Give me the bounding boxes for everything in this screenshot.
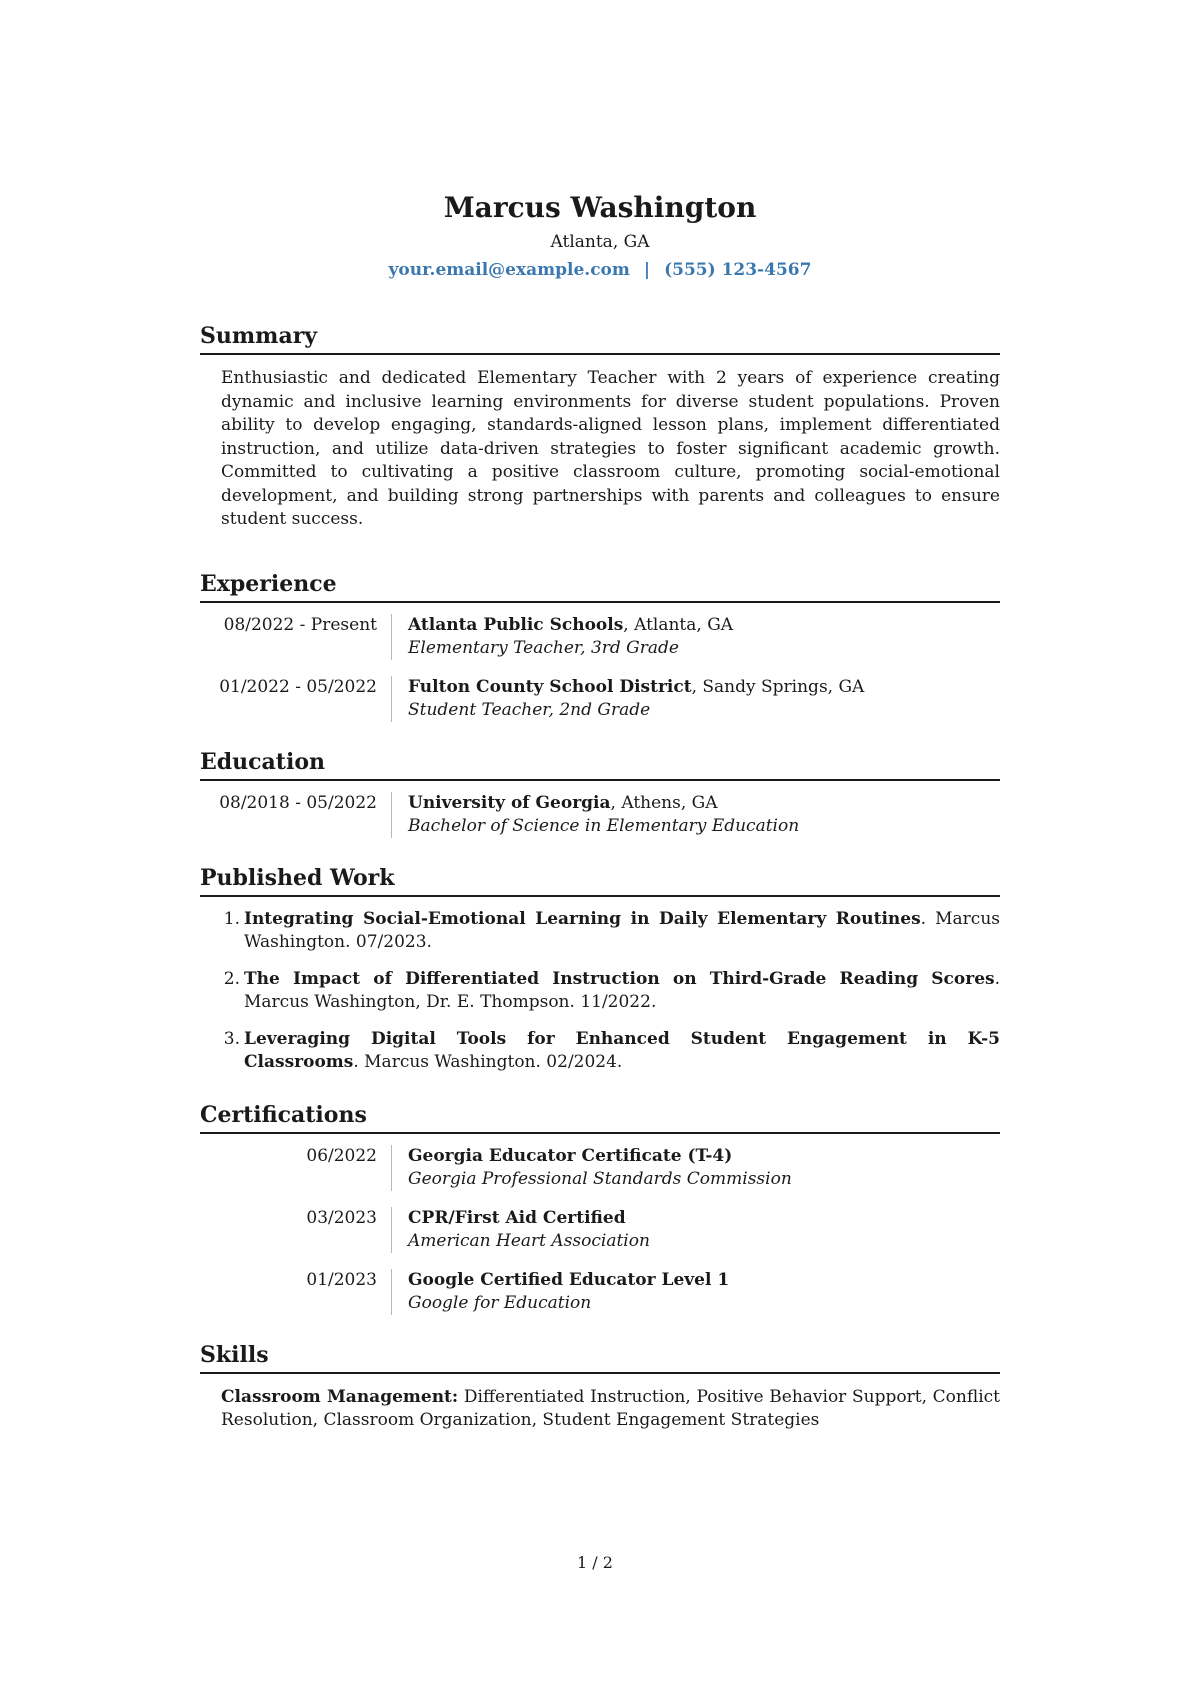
entry-date: 03/2023 <box>306 1207 377 1228</box>
entry-role: Student Teacher, 2nd Grade <box>408 699 651 720</box>
skills-section <box>200 1341 1000 1433</box>
resume-page <box>200 190 1000 1433</box>
phone-link[interactable]: (555) 123-4567 <box>664 260 812 280</box>
education-list <box>200 792 1000 838</box>
experience-list <box>200 614 1000 722</box>
experience-section <box>200 570 1000 722</box>
certification-issuer: Google for Education <box>408 1292 592 1313</box>
certification-issuer: Georgia Professional Standards Commission <box>408 1168 792 1189</box>
section-title-summary: Summary <box>200 322 1000 355</box>
publication-details: . Marcus Washington, Dr. E. Thompson. 11/2022. <box>244 968 1000 1012</box>
experience-entry <box>200 614 1000 660</box>
entry-body <box>391 1269 729 1315</box>
email-link[interactable]: your.email@example.com <box>388 260 630 280</box>
skills-label: Classroom Management: <box>221 1386 459 1407</box>
section-title-education: Education <box>200 748 1000 781</box>
education-entry <box>200 792 1000 838</box>
entry-organization: Fulton County School District <box>408 676 692 697</box>
contact-separator: | <box>643 260 651 280</box>
publication-item <box>200 908 1000 955</box>
entry-date: 01/2023 <box>306 1269 377 1290</box>
publication-details: . Marcus Washington. 02/2024. <box>353 1052 623 1072</box>
publication-number: 2. <box>223 968 240 989</box>
entry-body <box>391 792 799 838</box>
certification-list <box>200 1145 1000 1315</box>
entry-date: 08/2018 - 05/2022 <box>219 792 377 813</box>
certification-name: Google Certified Educator Level 1 <box>408 1269 730 1290</box>
certification-issuer: American Heart Association <box>408 1230 650 1251</box>
publication-item <box>200 1028 1000 1075</box>
publication-number: 1. <box>223 908 240 929</box>
entry-date: 01/2022 - 05/2022 <box>219 676 377 697</box>
education-section <box>200 748 1000 838</box>
publication-number: 3. <box>223 1028 240 1049</box>
certification-name: Georgia Educator Certificate (T-4) <box>408 1145 733 1166</box>
section-title-skills: Skills <box>200 1341 1000 1374</box>
entry-role: Bachelor of Science in Elementary Education <box>408 815 800 836</box>
publication-title: Integrating Social-Emotional Learning in Daily Elementary Routines <box>244 908 921 929</box>
certification-entry <box>200 1207 1000 1253</box>
entry-body <box>391 676 864 722</box>
experience-entry <box>200 676 1000 722</box>
skills-text <box>221 1386 1000 1433</box>
skills-list: Differentiated Instruction, Positive Behavior Support, Conflict Resolution, Classroom Organization, Student Engagement Strategies <box>221 1386 1000 1430</box>
entry-role: Elementary Teacher, 3rd Grade <box>408 637 679 658</box>
entry-place: , Atlanta, GA <box>623 614 734 635</box>
certification-name: CPR/First Aid Certified <box>408 1207 626 1228</box>
publication-list <box>200 908 1000 1075</box>
section-title-published: Published Work <box>200 864 1000 897</box>
entry-place: , Athens, GA <box>610 792 718 813</box>
certification-entry <box>200 1145 1000 1191</box>
publication-item <box>200 968 1000 1015</box>
entry-body <box>391 1207 650 1253</box>
entry-body <box>391 1145 792 1191</box>
certifications-section <box>200 1101 1000 1315</box>
section-title-certifications: Certifications <box>200 1101 1000 1134</box>
candidate-name: Marcus Washington <box>443 191 757 224</box>
summary-section <box>200 322 1000 532</box>
publication-details: . Marcus Washington. 07/2023. <box>244 908 1000 952</box>
entry-date: 06/2022 <box>306 1145 377 1166</box>
certification-entry <box>200 1269 1000 1315</box>
publication-title: The Impact of Differentiated Instruction on Third-Grade Reading Scores <box>244 968 995 989</box>
entry-body <box>391 614 733 660</box>
entry-place: , Sandy Springs, GA <box>691 676 865 697</box>
entry-organization: Atlanta Public Schools <box>408 614 624 635</box>
entry-organization: University of Georgia <box>408 792 611 813</box>
summary-text: Enthusiastic and dedicated Elementary Teacher with 2 years of experience creating dynamic and inclusive learning environments for diverse student populations. Proven ability to develop engaging, standards-aligned lesson plans, implement differentiated instruction, and utilize data-driven strategies to foster significant academic growth. Committed to cultivating a positive classroom culture, promoting social-emotional development, and building strong partnerships with parents and colleagues to ensure student success. <box>221 368 1000 529</box>
published-work-section <box>200 864 1000 1075</box>
candidate-location: Atlanta, GA <box>550 232 650 252</box>
section-title-experience: Experience <box>200 570 1000 603</box>
entry-date: 08/2022 - Present <box>223 614 377 635</box>
publication-title: Leveraging Digital Tools for Enhanced Student Engagement in K-5 Classrooms <box>244 1028 1000 1072</box>
page-number: 1 / 2 <box>577 1553 613 1572</box>
contact-line <box>200 258 1000 282</box>
